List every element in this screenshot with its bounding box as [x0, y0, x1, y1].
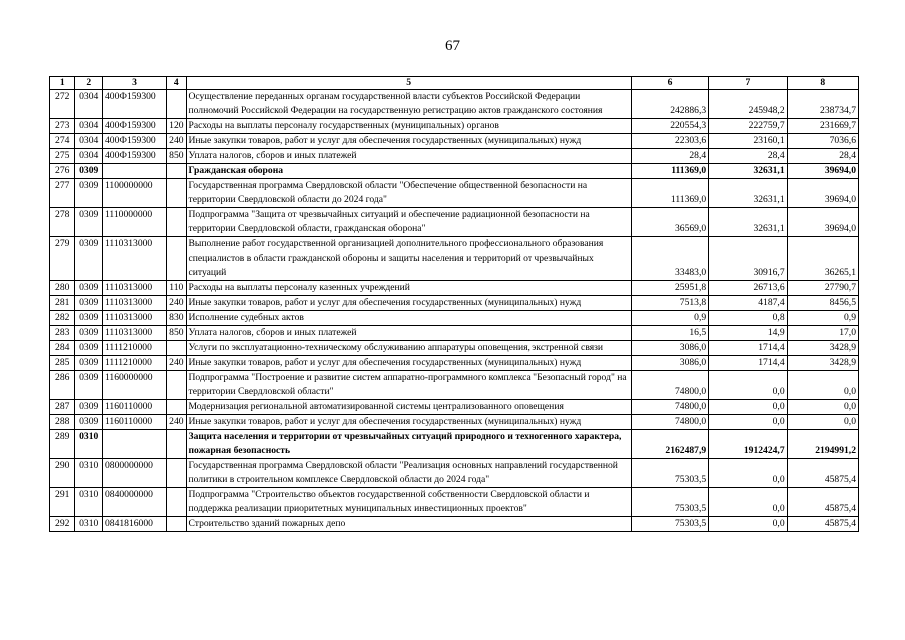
expense-type-cell — [167, 237, 186, 280]
amount-cell-col7: 245948,2 — [709, 90, 787, 119]
item-name-cell: Защита населения и территории от чрезвычайных ситуаций природного и техногенного характера, пожарная безопасность — [186, 430, 631, 459]
amount-cell-col7: 1714,4 — [709, 355, 787, 370]
target-article-cell: 1111210000 — [102, 340, 166, 355]
section-code-cell: 0304 — [75, 149, 103, 164]
amount-cell-col6: 111369,0 — [631, 164, 708, 179]
item-name-cell: Расходы на выплаты персоналу государственных (муниципальных) органов — [186, 119, 631, 134]
amount-cell-col8: 39694,0 — [787, 179, 858, 208]
target-article-cell: 1110313000 — [102, 280, 166, 295]
amount-cell-col8: 8456,5 — [787, 295, 858, 310]
amount-cell-col6: 111369,0 — [631, 179, 708, 208]
section-code-cell: 0310 — [75, 488, 103, 517]
amount-cell-col8: 7036,6 — [787, 134, 858, 149]
table-row — [50, 208, 859, 237]
table-row — [50, 149, 859, 164]
target-article-cell: 1160110000 — [102, 399, 166, 414]
item-name-cell: Государственная программа Свердловской области "Обеспечение общественной безопасности на территории Свердловской области до 2024 года" — [186, 179, 631, 208]
section-code-cell: 0309 — [75, 179, 103, 208]
expense-type-cell: 850 — [167, 149, 186, 164]
item-name-cell: Исполнение судебных актов — [186, 310, 631, 325]
row-number-cell: 286 — [50, 370, 75, 399]
amount-cell-col6: 33483,0 — [631, 237, 708, 280]
amount-cell-col8: 39694,0 — [787, 164, 858, 179]
row-number-cell: 283 — [50, 325, 75, 340]
column-header: 3 — [102, 77, 166, 90]
target-article-cell: 400Ф159300 — [102, 90, 166, 119]
amount-cell-col7: 30916,7 — [709, 237, 787, 280]
amount-cell-col8: 0,0 — [787, 399, 858, 414]
amount-cell-col7: 4187,4 — [709, 295, 787, 310]
section-code-cell: 0309 — [75, 370, 103, 399]
section-code-cell: 0309 — [75, 280, 103, 295]
amount-cell-col6: 75303,5 — [631, 517, 708, 532]
row-number-cell: 288 — [50, 415, 75, 430]
table-row — [50, 90, 859, 119]
expense-type-cell: 240 — [167, 355, 186, 370]
table-row — [50, 295, 859, 310]
column-header: 2 — [75, 77, 103, 90]
amount-cell-col8: 3428,9 — [787, 355, 858, 370]
row-number-cell: 287 — [50, 399, 75, 414]
amount-cell-col6: 28,4 — [631, 149, 708, 164]
amount-cell-col7: 1912424,7 — [709, 430, 787, 459]
row-number-cell: 272 — [50, 90, 75, 119]
target-article-cell: 0841816000 — [102, 517, 166, 532]
item-name-cell: Иные закупки товаров, работ и услуг для обеспечения государственных (муниципальных) нужд — [186, 355, 631, 370]
amount-cell-col6: 220554,3 — [631, 119, 708, 134]
expense-type-cell — [167, 179, 186, 208]
section-code-cell: 0309 — [75, 415, 103, 430]
item-name-cell: Расходы на выплаты персоналу казенных учреждений — [186, 280, 631, 295]
amount-cell-col6: 74800,0 — [631, 370, 708, 399]
table-row — [50, 310, 859, 325]
target-article-cell: 400Ф159300 — [102, 119, 166, 134]
row-number-cell: 278 — [50, 208, 75, 237]
amount-cell-col8: 45875,4 — [787, 459, 858, 488]
amount-cell-col7: 0,0 — [709, 459, 787, 488]
section-code-cell: 0304 — [75, 119, 103, 134]
section-code-cell: 0304 — [75, 134, 103, 149]
target-article-cell — [102, 164, 166, 179]
expense-type-cell: 110 — [167, 280, 186, 295]
column-header: 8 — [787, 77, 858, 90]
amount-cell-col8: 27790,7 — [787, 280, 858, 295]
amount-cell-col6: 0,9 — [631, 310, 708, 325]
amount-cell-col7: 0,0 — [709, 488, 787, 517]
table-row — [50, 134, 859, 149]
table-row — [50, 415, 859, 430]
amount-cell-col8: 0,0 — [787, 415, 858, 430]
item-name-cell: Государственная программа Свердловской области "Реализация основных направлений государственной политики в строительном комплексе Свердловской области до 2024 года" — [186, 459, 631, 488]
row-number-cell: 279 — [50, 237, 75, 280]
column-header: 1 — [50, 77, 75, 90]
row-number-cell: 292 — [50, 517, 75, 532]
row-number-cell: 290 — [50, 459, 75, 488]
item-name-cell: Модернизация региональной автоматизированной системы централизованного оповещения — [186, 399, 631, 414]
row-number-cell: 274 — [50, 134, 75, 149]
table-row — [50, 340, 859, 355]
amount-cell-col6: 2162487,9 — [631, 430, 708, 459]
amount-cell-col7: 32631,1 — [709, 164, 787, 179]
amount-cell-col8: 0,0 — [787, 370, 858, 399]
amount-cell-col7: 222759,7 — [709, 119, 787, 134]
expense-type-cell — [167, 164, 186, 179]
expense-type-cell: 240 — [167, 134, 186, 149]
amount-cell-col6: 36569,0 — [631, 208, 708, 237]
amount-cell-col6: 16,5 — [631, 325, 708, 340]
amount-cell-col6: 3086,0 — [631, 355, 708, 370]
section-code-cell: 0309 — [75, 164, 103, 179]
table-row — [50, 280, 859, 295]
row-number-cell: 273 — [50, 119, 75, 134]
item-name-cell: Выполнение работ государственной организацией дополнительного профессионального образования специалистов в области гражданской обороны и защиты населения и территорий от чрезвычайных ситуаций — [186, 237, 631, 280]
item-name-cell: Осуществление переданных органам государственной власти субъектов Российской Федерации полномочий Российской Федерации на государственную регистрацию актов гражданского состояния — [186, 90, 631, 119]
table-row — [50, 399, 859, 414]
expense-type-cell — [167, 90, 186, 119]
column-header: 4 — [167, 77, 186, 90]
amount-cell-col8: 45875,4 — [787, 488, 858, 517]
amount-cell-col8: 36265,1 — [787, 237, 858, 280]
table-row — [50, 370, 859, 399]
target-article-cell: 1110313000 — [102, 237, 166, 280]
expense-type-cell: 240 — [167, 295, 186, 310]
amount-cell-col7: 23160,1 — [709, 134, 787, 149]
target-article-cell: 1100000000 — [102, 179, 166, 208]
item-name-cell: Уплата налогов, сборов и иных платежей — [186, 149, 631, 164]
item-name-cell: Уплата налогов, сборов и иных платежей — [186, 325, 631, 340]
section-code-cell: 0310 — [75, 517, 103, 532]
amount-cell-col8: 17,0 — [787, 325, 858, 340]
expense-type-cell: 850 — [167, 325, 186, 340]
table-row — [50, 517, 859, 532]
expense-type-cell: 830 — [167, 310, 186, 325]
expense-type-cell — [167, 459, 186, 488]
target-article-cell: 1110313000 — [102, 325, 166, 340]
target-article-cell: 1110000000 — [102, 208, 166, 237]
budget-table — [49, 76, 859, 532]
amount-cell-col6: 7513,8 — [631, 295, 708, 310]
target-article-cell: 1160000000 — [102, 370, 166, 399]
section-code-cell: 0309 — [75, 325, 103, 340]
row-number-cell: 277 — [50, 179, 75, 208]
section-code-cell: 0309 — [75, 295, 103, 310]
row-number-cell: 291 — [50, 488, 75, 517]
amount-cell-col8: 28,4 — [787, 149, 858, 164]
amount-cell-col6: 74800,0 — [631, 415, 708, 430]
column-header: 5 — [186, 77, 631, 90]
table-row — [50, 355, 859, 370]
amount-cell-col8: 238734,7 — [787, 90, 858, 119]
amount-cell-col7: 32631,1 — [709, 208, 787, 237]
amount-cell-col8: 45875,4 — [787, 517, 858, 532]
amount-cell-col7: 0,0 — [709, 415, 787, 430]
table-row — [50, 430, 859, 459]
table-row — [50, 459, 859, 488]
section-code-cell: 0309 — [75, 399, 103, 414]
amount-cell-col6: 22303,6 — [631, 134, 708, 149]
amount-cell-col6: 3086,0 — [631, 340, 708, 355]
expense-type-cell — [167, 517, 186, 532]
page-number: 67 — [445, 38, 460, 54]
target-article-cell: 400Ф159300 — [102, 149, 166, 164]
section-code-cell: 0310 — [75, 430, 103, 459]
row-number-cell: 285 — [50, 355, 75, 370]
section-code-cell: 0309 — [75, 237, 103, 280]
target-article-cell: 400Ф159300 — [102, 134, 166, 149]
row-number-cell: 289 — [50, 430, 75, 459]
row-number-cell: 276 — [50, 164, 75, 179]
item-name-cell: Иные закупки товаров, работ и услуг для обеспечения государственных (муниципальных) нужд — [186, 415, 631, 430]
amount-cell-col6: 75303,5 — [631, 488, 708, 517]
amount-cell-col6: 74800,0 — [631, 399, 708, 414]
target-article-cell: 1111210000 — [102, 355, 166, 370]
amount-cell-col7: 32631,1 — [709, 179, 787, 208]
table-row — [50, 179, 859, 208]
expense-type-cell — [167, 488, 186, 517]
amount-cell-col8: 2194991,2 — [787, 430, 858, 459]
expense-type-cell — [167, 208, 186, 237]
item-name-cell: Гражданская оборона — [186, 164, 631, 179]
amount-cell-col6: 242886,3 — [631, 90, 708, 119]
amount-cell-col7: 0,8 — [709, 310, 787, 325]
table-row — [50, 488, 859, 517]
item-name-cell: Подпрограмма "Построение и развитие систем аппаратно-программного комплекса "Безопасный город" на территории Свердловской области" — [186, 370, 631, 399]
row-number-cell: 281 — [50, 295, 75, 310]
amount-cell-col6: 75303,5 — [631, 459, 708, 488]
section-code-cell: 0310 — [75, 459, 103, 488]
amount-cell-col7: 0,0 — [709, 517, 787, 532]
expense-type-cell — [167, 340, 186, 355]
item-name-cell: Подпрограмма "Защита от чрезвычайных ситуаций и обеспечение радиационной безопасности на территории Свердловской области, гражданская оборона" — [186, 208, 631, 237]
amount-cell-col8: 0,9 — [787, 310, 858, 325]
target-article-cell: 1160110000 — [102, 415, 166, 430]
row-number-cell: 284 — [50, 340, 75, 355]
row-number-cell: 275 — [50, 149, 75, 164]
section-code-cell: 0309 — [75, 355, 103, 370]
item-name-cell: Иные закупки товаров, работ и услуг для обеспечения государственных (муниципальных) нужд — [186, 134, 631, 149]
section-code-cell: 0309 — [75, 310, 103, 325]
table-row — [50, 119, 859, 134]
amount-cell-col7: 1714,4 — [709, 340, 787, 355]
column-header: 6 — [631, 77, 708, 90]
target-article-cell: 0800000000 — [102, 459, 166, 488]
item-name-cell: Иные закупки товаров, работ и услуг для обеспечения государственных (муниципальных) нужд — [186, 295, 631, 310]
column-header: 7 — [709, 77, 787, 90]
target-article-cell — [102, 430, 166, 459]
row-number-cell: 280 — [50, 280, 75, 295]
amount-cell-col6: 25951,8 — [631, 280, 708, 295]
item-name-cell: Подпрограмма "Строительство объектов государственной собственности Свердловской области и поддержка реализации приоритетных муниципальных инвестиционных проектов" — [186, 488, 631, 517]
expense-type-cell: 240 — [167, 415, 186, 430]
table-row — [50, 325, 859, 340]
table-row — [50, 164, 859, 179]
amount-cell-col8: 39694,0 — [787, 208, 858, 237]
section-code-cell: 0309 — [75, 340, 103, 355]
target-article-cell: 0840000000 — [102, 488, 166, 517]
target-article-cell: 1110313000 — [102, 310, 166, 325]
amount-cell-col8: 3428,9 — [787, 340, 858, 355]
amount-cell-col7: 0,0 — [709, 370, 787, 399]
amount-cell-col7: 26713,6 — [709, 280, 787, 295]
amount-cell-col7: 0,0 — [709, 399, 787, 414]
amount-cell-col7: 14,9 — [709, 325, 787, 340]
section-code-cell: 0309 — [75, 208, 103, 237]
item-name-cell: Строительство зданий пожарных депо — [186, 517, 631, 532]
row-number-cell: 282 — [50, 310, 75, 325]
item-name-cell: Услуги по эксплуатационно-техническому обслуживанию аппаратуры оповещения, экстренной связи — [186, 340, 631, 355]
table-row — [50, 237, 859, 280]
amount-cell-col8: 231669,7 — [787, 119, 858, 134]
expense-type-cell: 120 — [167, 119, 186, 134]
section-code-cell: 0304 — [75, 90, 103, 119]
expense-type-cell — [167, 370, 186, 399]
expense-type-cell — [167, 430, 186, 459]
column-header-row — [50, 77, 859, 90]
amount-cell-col7: 28,4 — [709, 149, 787, 164]
target-article-cell: 1110313000 — [102, 295, 166, 310]
expense-type-cell — [167, 399, 186, 414]
